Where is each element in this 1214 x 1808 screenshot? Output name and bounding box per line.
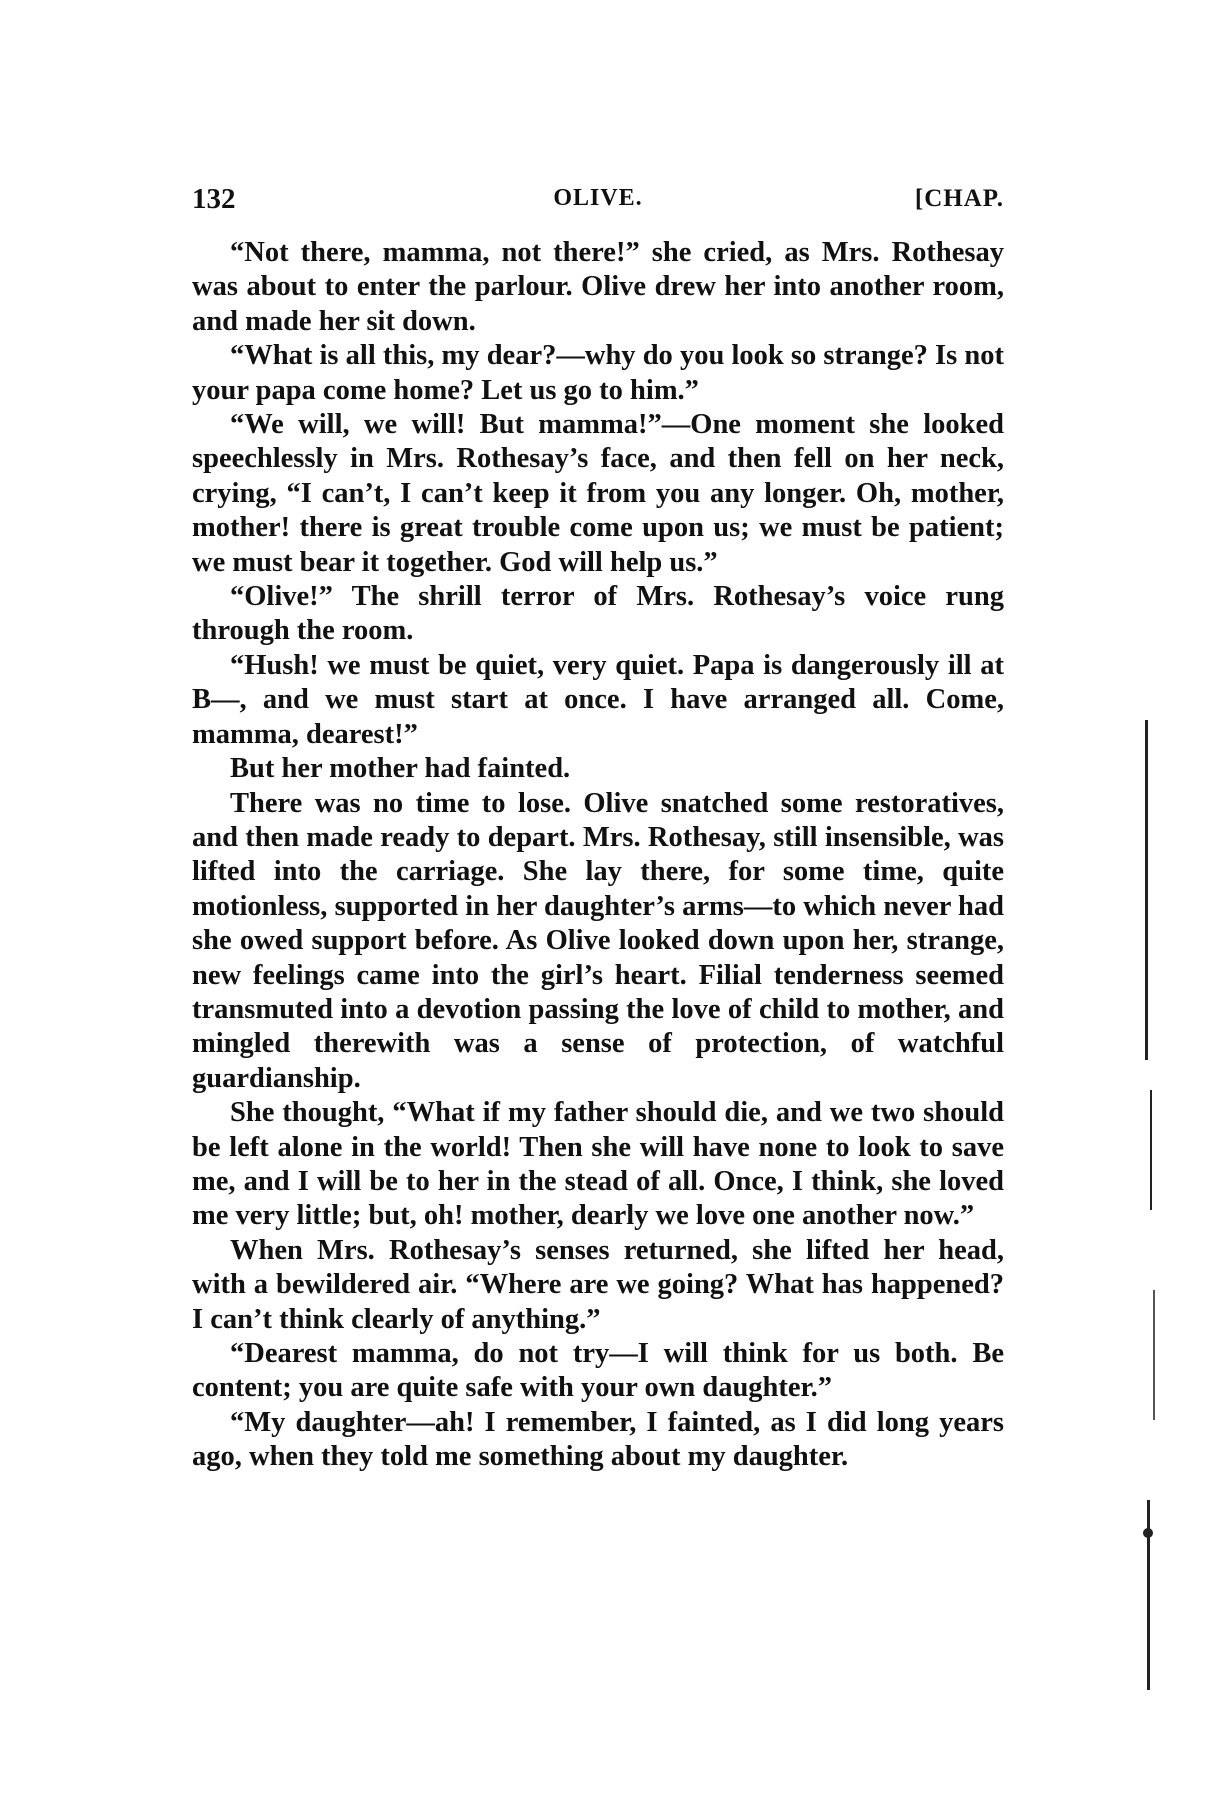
paragraph: “Dearest mamma, do not try—I will think for us both. Be content; you are quite safe with your own daughter.” xyxy=(192,1338,1004,1404)
paragraph: “What is all this, my dear?—why do you look so strange? Is not your papa come home? Let us go to him.” xyxy=(192,340,1004,406)
paragraph: “We will, we will! But mamma!”—One moment she looked speechlessly in Mrs. Rothesay’s face, and then fell on her neck, crying, “I can’t, I can’t keep it from you any longer. Oh, mother, mother! there is great trouble come upon us; we must be patient; we must bear it together. God will help us.” xyxy=(192,409,1004,578)
scan-artifact-mark xyxy=(1143,1528,1153,1538)
paragraph: “My daughter—ah! I remember, I fainted, as I did long years ago, when they told me something about my daughter. xyxy=(192,1406,1004,1473)
paragraph: When Mrs. Rothesay’s senses returned, she lifted her head, with a bewildered air. “Where are we going? What has happened? I can’t think clearly of anything.” xyxy=(192,1234,1004,1335)
paragraph: She thought, “What if my father should die, and we two should be left alone in the world! Then she will have none to look to save me, and I will be to her in the stead of all. Once, I think, she loved me very little; but, oh! mother, dearly we love one another now.” xyxy=(192,1097,1004,1232)
scan-artifact-line xyxy=(1153,1290,1155,1420)
paragraph: There was no time to lose. Olive snatched some restoratives, and then made ready to depart. Mrs. Rothesay, still insensible, was lifted into the carriage. She lay there, for some time, quite motionless, supported in her daughter’s arms—to which never had she owed support before. As Olive looked down upon her, strange, new feelings came into the girl’s heart. Filial tenderness seemed transmuted into a devotion passing the love of child to mother, and mingled therewith was a sense of protection, of watchful guardianship. xyxy=(192,787,1004,1094)
running-header xyxy=(192,183,1004,223)
scan-artifact-line xyxy=(1145,720,1148,1060)
paragraph: “Not there, mamma, not there!” she cried, as Mrs. Rothesay was about to enter the parlour. Olive drew her into another room, and made her sit down. xyxy=(192,237,1004,337)
paragraph: “Olive!” The shrill terror of Mrs. Rothesay’s voice rung through the room. xyxy=(192,581,1004,647)
page-body xyxy=(192,236,1004,1475)
paragraph: “Hush! we must be quiet, very quiet. Papa is dangerously ill at B—, and we must start at once. I have arranged all. Come, mamma, dearest!” xyxy=(192,649,1004,750)
running-title: OLIVE. xyxy=(553,185,643,211)
page-number: 132 xyxy=(192,183,236,215)
scan-artifact-line xyxy=(1150,1090,1152,1210)
chapter-mark: [CHAP. xyxy=(914,185,1004,212)
paragraph: But her mother had fainted. xyxy=(230,753,571,785)
